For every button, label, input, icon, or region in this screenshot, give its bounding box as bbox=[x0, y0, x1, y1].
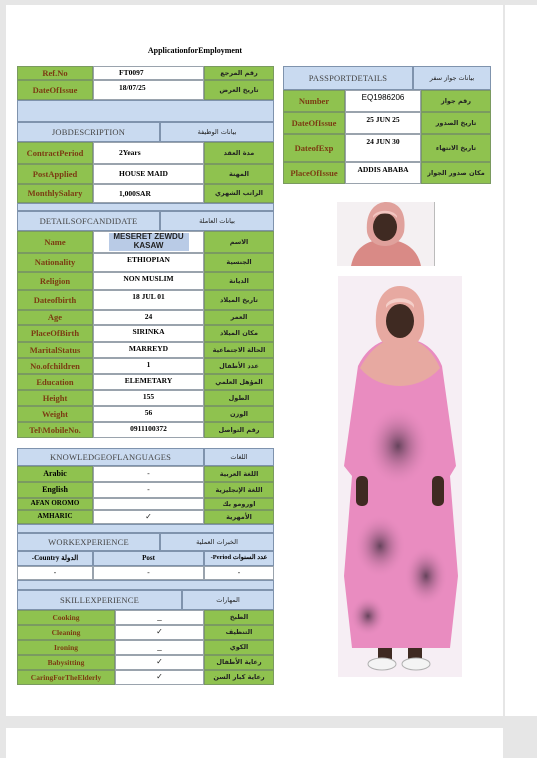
passport-placeofissue-ar: مكان صدور الجواز bbox=[421, 162, 491, 184]
right-margin bbox=[505, 5, 537, 716]
no-ofchildren-ar: عدد الأطفال bbox=[204, 358, 274, 374]
monthlysalary-label: MonthlySalary bbox=[17, 184, 93, 203]
dateofbirth-label: Dateofbirth bbox=[17, 290, 93, 310]
ref-no-value: FT0097 bbox=[93, 66, 204, 80]
religion-label: Religion bbox=[17, 272, 93, 290]
postapplied-label: PostApplied bbox=[17, 164, 93, 184]
skill-experience-header-ar: المهارات bbox=[182, 590, 274, 610]
name-label: Name bbox=[17, 231, 93, 253]
work-period-header: -Period عدد السنوات bbox=[204, 551, 274, 566]
weight-ar: الوزن bbox=[204, 406, 274, 422]
dateofbirth-value: 18 JUL 01 bbox=[93, 290, 204, 310]
portrait-photo bbox=[337, 202, 435, 266]
skill-cooking-value: _ bbox=[115, 610, 204, 625]
religion-ar: الديانة bbox=[204, 272, 274, 290]
nationality-label: Nationality bbox=[17, 253, 93, 272]
skill-caringfortheelderly-ar: رعاية كبار السن bbox=[204, 670, 274, 685]
language-arabic-value: - bbox=[93, 466, 204, 482]
language-amharic-value: ✓ bbox=[93, 510, 204, 524]
education-label: Education bbox=[17, 374, 93, 390]
contractperiod-ar: مدة العقد bbox=[204, 142, 274, 164]
passport-placeofissue-value: ADDIS ABABA bbox=[345, 162, 421, 184]
education-ar: المؤهل العلمي bbox=[204, 374, 274, 390]
spacer-row bbox=[17, 580, 274, 590]
no-ofchildren-value: 1 bbox=[93, 358, 204, 374]
spacer-row bbox=[17, 524, 274, 533]
skill-ironing-ar: الكوي bbox=[204, 640, 274, 655]
ref-no-ar: رقم المرجع bbox=[204, 66, 274, 80]
weight-label: Weight bbox=[17, 406, 93, 422]
dateofbirth-ar: تاريخ الميلاد bbox=[204, 290, 274, 310]
passport-dateofissue-label: DateOfIssue bbox=[283, 112, 345, 134]
height-value: 155 bbox=[93, 390, 204, 406]
passport-dateofexp-ar: تاريخ الانتهاء bbox=[421, 134, 491, 162]
skill-caringfortheelderly-value: ✓ bbox=[115, 670, 204, 685]
height-label: Height bbox=[17, 390, 93, 406]
work-experience-header-ar: الخبرات العملية bbox=[160, 533, 274, 551]
language-afan-oromo-value bbox=[93, 498, 204, 510]
language-arabic-ar: اللغة العربية bbox=[204, 466, 274, 482]
language-amharic-ar: الأمهرية bbox=[204, 510, 274, 524]
work-experience-header: WORKEXPERIENCE bbox=[17, 533, 160, 551]
ref-no-label: Ref.No bbox=[17, 66, 93, 80]
date-of-issue-value: 18/07/25 bbox=[93, 80, 204, 100]
full-body-photo bbox=[338, 276, 462, 677]
candidate-header-ar: بيانات العاملة bbox=[160, 211, 274, 231]
skill-cooking-label: Cooking bbox=[17, 610, 115, 625]
placeofbirth-ar: مكان الميلاد bbox=[204, 325, 274, 342]
contractperiod-value: 2Years bbox=[93, 142, 204, 164]
work-country-header: -Country الدولة bbox=[17, 551, 93, 566]
maritalstatus-ar: الحالة الاجتماعية bbox=[204, 342, 274, 358]
placeofbirth-value: SIRINKA bbox=[93, 325, 204, 342]
passport-header-ar: بيانات جواز سفر bbox=[413, 66, 491, 90]
passport-dateofexp-value: 24 JUN 30 bbox=[345, 134, 421, 162]
name-ar: الاسم bbox=[204, 231, 274, 253]
age-label: Age bbox=[17, 310, 93, 325]
next-page bbox=[6, 728, 503, 758]
passport-dateofissue-ar: تاريخ الصدور bbox=[421, 112, 491, 134]
maritalstatus-label: MaritalStatus bbox=[17, 342, 93, 358]
language-afan-oromo-ar: اورومو بك bbox=[204, 498, 274, 510]
passport-dateofissue-value: 25 JUN 25 bbox=[345, 112, 421, 134]
education-value: ELEMETARY bbox=[93, 374, 204, 390]
monthlysalary-ar: الراتب الشهري bbox=[204, 184, 274, 203]
skill-cleaning-value: ✓ bbox=[115, 625, 204, 640]
language-english-label: English bbox=[17, 482, 93, 498]
language-amharic-label: AMHARIC bbox=[17, 510, 93, 524]
nationality-value: ETHIOPIAN bbox=[93, 253, 204, 272]
work-period-value: - bbox=[204, 566, 274, 580]
name-value: MESERET ZEWDU KASAW bbox=[109, 233, 189, 251]
postapplied-ar: المهنة bbox=[204, 164, 274, 184]
passport-number-value: EQ1986206 bbox=[345, 90, 421, 112]
placeofbirth-label: PlaceOfBirth bbox=[17, 325, 93, 342]
skill-cleaning-ar: التنظيف bbox=[204, 625, 274, 640]
spacer-row bbox=[17, 100, 274, 122]
passport-placeofissue-label: PlaceOfIssue bbox=[283, 162, 345, 184]
skill-babysitting-label: Babysitting bbox=[17, 655, 115, 670]
nationality-ar: الجنسية bbox=[204, 253, 274, 272]
candidate-header: DETAILSOFCANDIDATE bbox=[17, 211, 160, 231]
work-country-value: - bbox=[17, 566, 93, 580]
languages-header: KNOWLEDGEOFLANGUAGES bbox=[17, 448, 204, 466]
skill-experience-header: SKILLEXPERIENCE bbox=[17, 590, 182, 610]
languages-header-ar: اللغات bbox=[204, 448, 274, 466]
monthlysalary-value: 1,000SAR bbox=[93, 184, 204, 203]
weight-value: 56 bbox=[93, 406, 204, 422]
skill-babysitting-ar: رعاية الأطفال bbox=[204, 655, 274, 670]
postapplied-value: HOUSE MAID bbox=[93, 164, 204, 184]
skill-cooking-ar: الطبخ bbox=[204, 610, 274, 625]
work-post-value: - bbox=[93, 566, 204, 580]
no-ofchildren-label: No.ofchildren bbox=[17, 358, 93, 374]
language-english-value: - bbox=[93, 482, 204, 498]
age-ar: العمر bbox=[204, 310, 274, 325]
document-title: ApplicationforEmployment bbox=[147, 46, 243, 55]
skill-ironing-value: _ bbox=[115, 640, 204, 655]
skill-ironing-label: Ironing bbox=[17, 640, 115, 655]
tel-mobileno-value: 0911100372 bbox=[93, 422, 204, 438]
spacer-row bbox=[17, 203, 274, 211]
language-arabic-label: Arabic bbox=[17, 466, 93, 482]
height-ar: الطول bbox=[204, 390, 274, 406]
work-post-header: Post bbox=[93, 551, 204, 566]
date-of-issue-ar: تاريخ العرض bbox=[204, 80, 274, 100]
passport-header: PASSPORTDETAILS bbox=[283, 66, 413, 90]
tel-mobileno-label: Tel\MobileNo. bbox=[17, 422, 93, 438]
religion-value: NON MUSLIM bbox=[93, 272, 204, 290]
name-cell bbox=[93, 231, 204, 253]
language-afan-oromo-label: AFAN OROMO bbox=[17, 498, 93, 510]
contractperiod-label: ContractPeriod bbox=[17, 142, 93, 164]
skill-caringfortheelderly-label: CaringForTheElderly bbox=[17, 670, 115, 685]
age-value: 24 bbox=[93, 310, 204, 325]
tel-mobileno-ar: رقم التواصل bbox=[204, 422, 274, 438]
language-english-ar: اللغة الإنجليزية bbox=[204, 482, 274, 498]
job-description-header: JOBDESCRIPTION bbox=[17, 122, 160, 142]
passport-number-label: Number bbox=[283, 90, 345, 112]
skill-babysitting-value: ✓ bbox=[115, 655, 204, 670]
passport-number-ar: رقم جواز bbox=[421, 90, 491, 112]
job-description-header-ar: بيانات الوظيفة bbox=[160, 122, 274, 142]
skill-cleaning-label: Cleaning bbox=[17, 625, 115, 640]
date-of-issue-label: DateOfIssue bbox=[17, 80, 93, 100]
maritalstatus-value: MARREYD bbox=[93, 342, 204, 358]
passport-dateofexp-label: DateofExp bbox=[283, 134, 345, 162]
